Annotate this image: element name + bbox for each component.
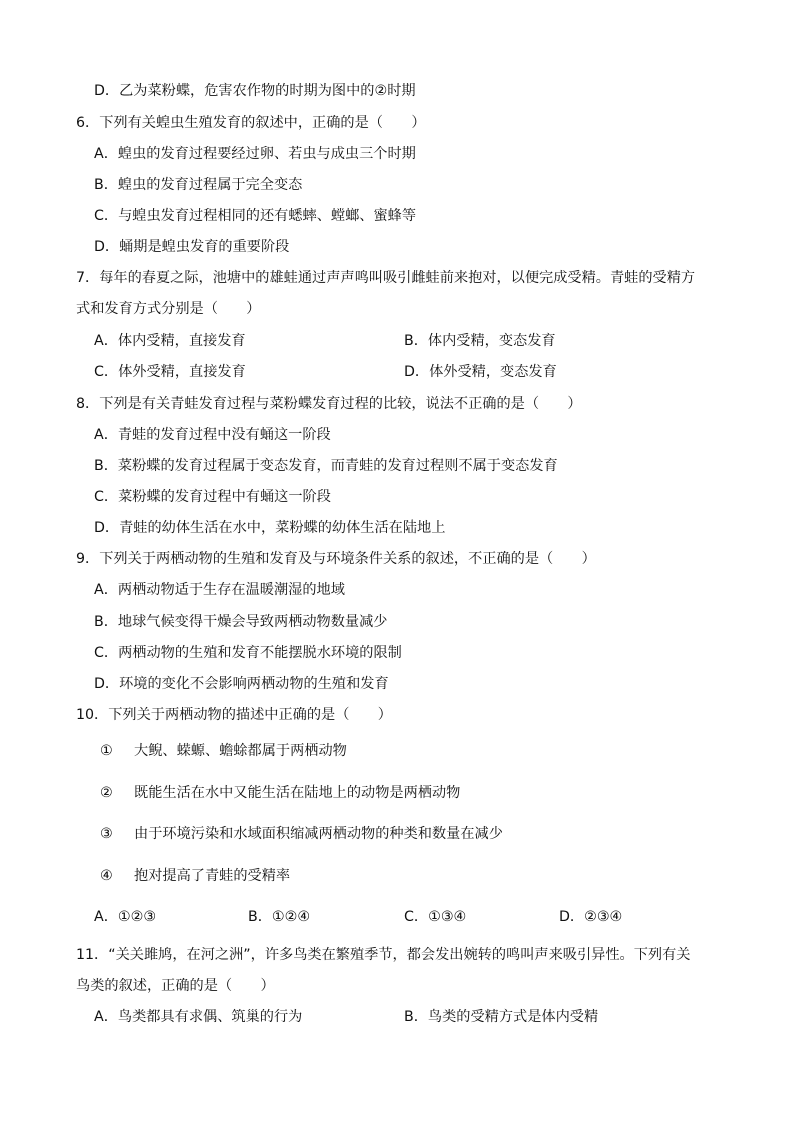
- q10-statement-4: [100, 866, 290, 886]
- statement-number: ④: [100, 868, 113, 884]
- q7-option-a: A．体内受精，直接发育: [94, 333, 246, 349]
- q10-option-c: C．①③④: [404, 909, 467, 925]
- q7-option-b: B．体内受精，变态发育: [404, 333, 556, 349]
- q5-option-d: D．乙为菜粉蝶，危害农作物的时期为图中的②时期: [94, 83, 416, 99]
- q9-stem: 9．下列关于两栖动物的生殖和发育及与环境条件关系的叙述，不正确的是（ ）: [76, 551, 596, 567]
- q9-option-b: B．地球气候变得干燥会导致两栖动物数量减少: [94, 614, 388, 630]
- q10-statement-1: [100, 741, 347, 761]
- q11-option-b: B．鸟类的受精方式是体内受精: [404, 1009, 599, 1025]
- q8-stem: 8．下列是有关青蛙发育过程与菜粉蝶发育过程的比较，说法不正确的是（ ）: [76, 396, 582, 412]
- q11-stem-line1: 11．“关关雎鸠，在河之洲”，许多鸟类在繁殖季节，都会发出婉转的鸣叫声来吸引异性。下列有关: [76, 947, 691, 963]
- q10-option-b: B．①②④: [248, 909, 311, 925]
- statement-text: 既能生活在水中又能生活在陆地上的动物是两栖动物: [134, 785, 461, 801]
- statement-number: ②: [100, 785, 113, 801]
- statement-text: 大鲵、蝾螈、蟾蜍都属于两栖动物: [134, 743, 347, 759]
- q9-option-a: A．两栖动物适于生存在温暖潮湿的地域: [94, 582, 345, 598]
- q6-option-b: B．蝗虫的发育过程属于完全变态: [94, 177, 303, 193]
- q10-statement-2: [100, 783, 460, 803]
- q7-stem-line2: 式和发育方式分别是（ ）: [76, 301, 261, 317]
- q9-option-d: D．环境的变化不会影响两栖动物的生殖和发育: [94, 676, 389, 692]
- q10-option-d: D．②③④: [559, 909, 623, 925]
- statement-text: 抱对提高了青蛙的受精率: [134, 868, 291, 884]
- statement-number: ①: [100, 743, 113, 759]
- q7-option-d: D．体外受精，变态发育: [404, 364, 557, 380]
- q10-option-a: A．①②③: [94, 909, 157, 925]
- q6-option-c: C．与蝗虫发育过程相同的还有蟋蟀、螳螂、蜜蜂等: [94, 208, 417, 224]
- statement-text: 由于环境污染和水域面积缩减两栖动物的种类和数量在减少: [134, 826, 503, 842]
- q6-stem: 6．下列有关蝗虫生殖发育的叙述中，正确的是（ ）: [76, 115, 426, 131]
- q7-option-c: C．体外受精，直接发育: [94, 364, 246, 380]
- q10-stem: 10．下列关于两栖动物的描述中正确的是（ ）: [76, 707, 392, 723]
- q11-stem-line2: 鸟类的叙述，正确的是（ ）: [76, 978, 275, 994]
- q9-option-c: C．两栖动物的生殖和发育不能摆脱水环境的限制: [94, 645, 402, 661]
- q8-option-d: D．青蛙的幼体生活在水中，菜粉蝶的幼体生活在陆地上: [94, 520, 446, 536]
- q7-stem-line1: 7．每年的春夏之际，池塘中的雄蛙通过声声鸣叫吸引雌蛙前来抱对，以便完成受精。青蛙的受精方: [76, 270, 696, 286]
- q10-statement-3: [100, 824, 503, 844]
- q6-option-a: A．蝗虫的发育过程要经过卵、若虫与成虫三个时期: [94, 146, 416, 162]
- q8-option-c: C．菜粉蝶的发育过程中有蛹这一阶段: [94, 489, 331, 505]
- q8-option-b: B．菜粉蝶的发育过程属于变态发育，而青蛙的发育过程则不属于变态发育: [94, 458, 558, 474]
- q11-option-a: A．鸟类都具有求偶、筑巢的行为: [94, 1009, 303, 1025]
- q8-option-a: A．青蛙的发育过程中没有蛹这一阶段: [94, 427, 331, 443]
- statement-number: ③: [100, 826, 113, 842]
- q6-option-d: D．蛹期是蝗虫发育的重要阶段: [94, 239, 290, 255]
